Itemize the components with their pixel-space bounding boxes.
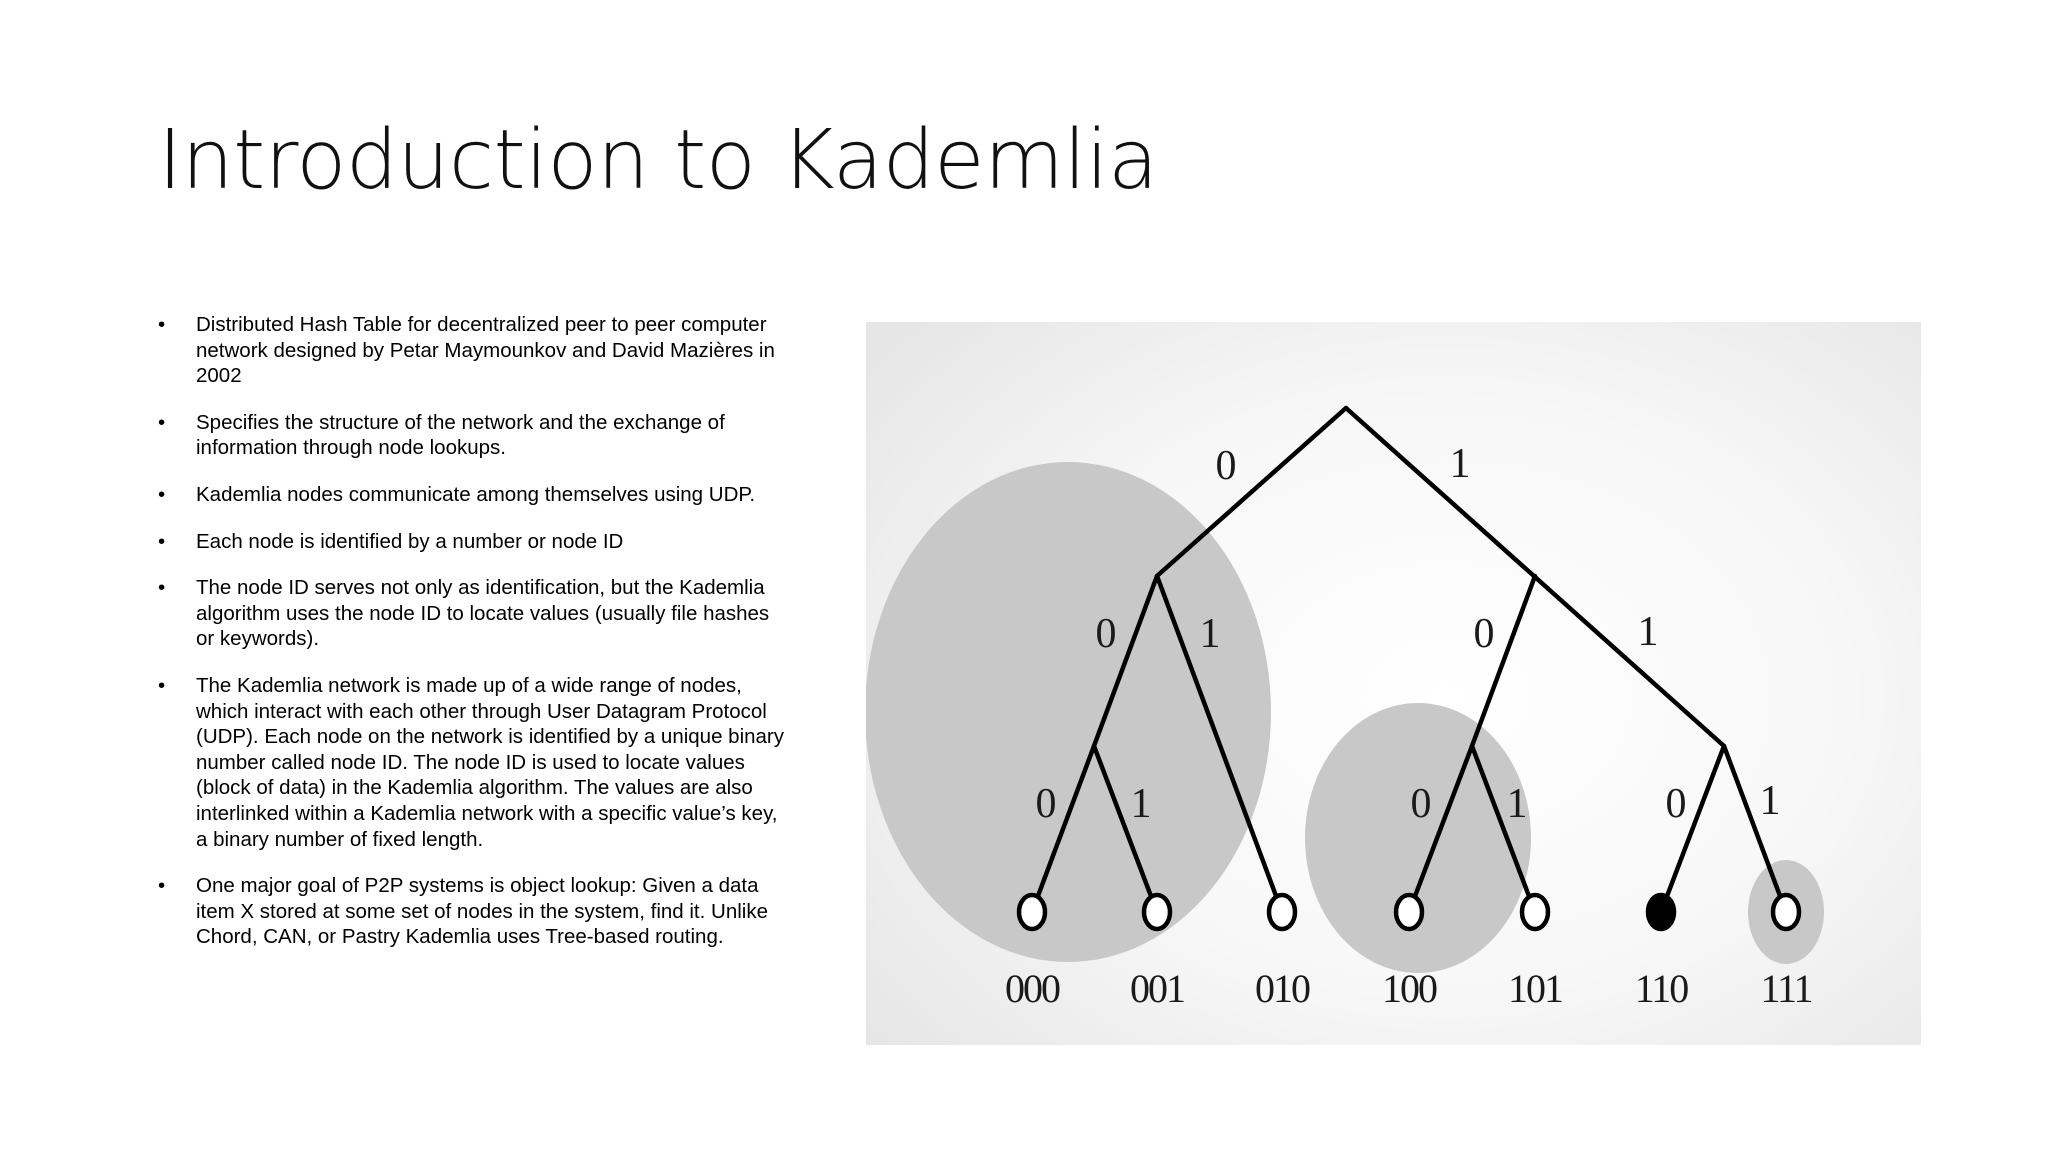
edge-label-11-left: 0 xyxy=(1665,781,1687,827)
bullet-item xyxy=(152,673,792,852)
bullet-item xyxy=(152,410,792,461)
leaf-node-111 xyxy=(1773,895,1799,929)
binary-tree-svg xyxy=(866,322,1921,1045)
bullet-item xyxy=(152,873,792,950)
bullet-dot: • xyxy=(158,410,166,434)
leaf-node-010 xyxy=(1269,895,1295,929)
leaf-label-000: 000 xyxy=(1005,966,1059,1011)
edge-11-110 xyxy=(1661,746,1724,912)
bullet-item xyxy=(152,529,792,555)
bullet-item xyxy=(152,575,792,652)
edge-label-10-right: 1 xyxy=(1506,781,1528,827)
kademlia-tree-diagram xyxy=(866,322,1921,1045)
leaf-label-010: 010 xyxy=(1255,966,1309,1011)
leaf-node-100 xyxy=(1396,895,1422,929)
leaf-label-100: 100 xyxy=(1382,966,1436,1011)
bullet-text: One major goal of P2P systems is object lookup: Given a data item X stored at some set of nodes in the system, find it. Unlike Chord, CAN, or Pastry Kademlia uses Tree-based routing. xyxy=(196,874,768,949)
edge-label-11-right: 1 xyxy=(1759,778,1781,824)
bullet-dot: • xyxy=(158,576,166,600)
edge-label-root-left: 0 xyxy=(1215,443,1237,489)
subtree-0-shading xyxy=(866,462,1271,962)
bullet-text: The Kademlia network is made up of a wide range of nodes, which interact with each other through User Datagram Protocol (UDP). Each node on the network is identified by a unique binary number called node ID. The node ID is used to locate values (block of data) in the Kademlia algorithm. The values are also interlinked within a Kademlia network with a specific value’s key, a binary number of fixed length. xyxy=(196,673,785,851)
bullet-dot: • xyxy=(158,673,166,697)
leaf-node-110-highlighted xyxy=(1648,895,1674,929)
bullet-dot: • xyxy=(158,529,166,553)
edge-label-1-left: 0 xyxy=(1473,611,1495,657)
leaf-node-101 xyxy=(1522,895,1548,929)
leaf-node-001 xyxy=(1144,895,1170,929)
bullet-text: Kademlia nodes communicate among themselves using UDP. xyxy=(196,482,756,506)
edge-label-00-left: 0 xyxy=(1035,781,1057,827)
bullet-item xyxy=(152,312,792,389)
bullet-text: Distributed Hash Table for decentralized peer to peer computer network designed by Petar Maymounkov and David Mazières in 2002 xyxy=(196,313,775,388)
edge-1-10 xyxy=(1472,576,1535,746)
leaf-label-001: 001 xyxy=(1130,966,1184,1011)
leaf-node-000 xyxy=(1019,895,1045,929)
leaf-label-110: 110 xyxy=(1634,966,1688,1011)
edge-label-10-left: 0 xyxy=(1410,781,1432,827)
bullet-text: The node ID serves not only as identification, but the Kademlia algorithm uses the node ID to locate values (usually file hashes or keywords). xyxy=(196,576,770,651)
bullet-dot: • xyxy=(158,313,166,336)
edge-label-00-right: 1 xyxy=(1130,781,1152,827)
edge-label-1-right: 1 xyxy=(1637,609,1659,655)
bullet-text: Each node is identified by a number or node ID xyxy=(196,529,624,553)
edge-label-0-left: 0 xyxy=(1095,611,1117,657)
bullet-dot: • xyxy=(158,874,166,898)
bullet-text: Specifies the structure of the network and the exchange of information through node lookups. xyxy=(196,410,725,460)
leaf-label-111: 111 xyxy=(1760,966,1812,1011)
edge-label-0-right: 1 xyxy=(1199,611,1221,657)
leaf-label-101: 101 xyxy=(1508,966,1562,1011)
bullet-dot: • xyxy=(158,482,166,506)
edge-root-0 xyxy=(1157,408,1346,576)
bullet-item xyxy=(152,482,792,508)
edge-label-root-right: 1 xyxy=(1449,441,1471,487)
bullet-list xyxy=(152,312,792,971)
slide-title: Introduction to Kademlia xyxy=(158,113,1158,208)
subtree-10-shading xyxy=(1305,703,1531,973)
